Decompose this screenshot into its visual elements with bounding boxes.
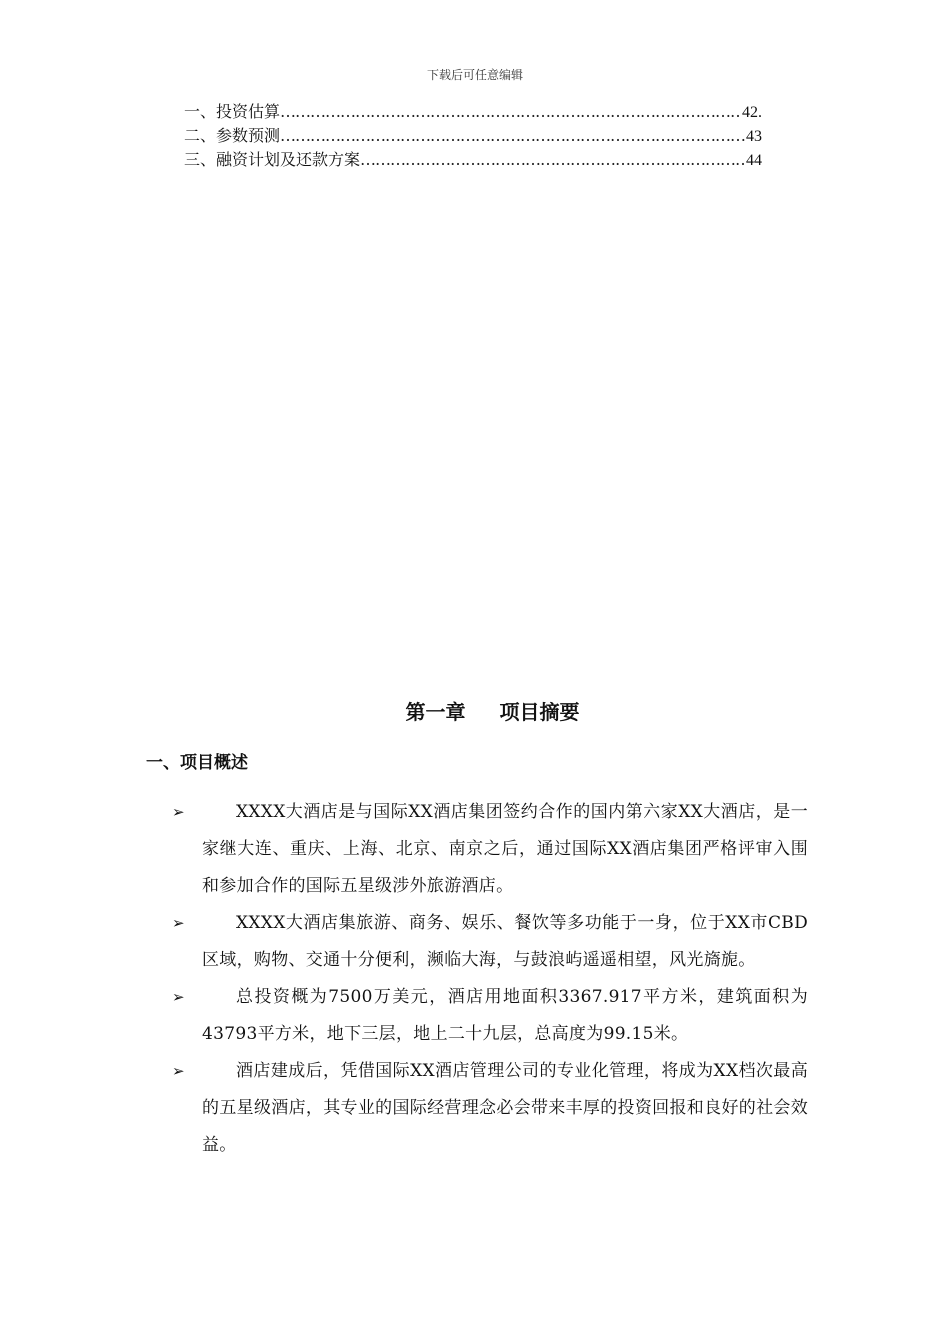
toc-entry-page: 44 — [746, 152, 762, 169]
list-item-text: 总投资概为7500万美元，酒店用地面积3367.917平方米，建筑面积为43793平方米，地下三层，地上二十九层，总高度为99.15米。 — [202, 987, 808, 1044]
toc-entry-label: 二、参数预测 — [184, 126, 281, 145]
list-item — [172, 1053, 812, 1164]
chapter-heading: 项目摘要 — [499, 700, 580, 724]
chapter-number: 第一章 — [405, 700, 466, 724]
list-item-text: XXXX大酒店是与国际XX酒店集团签约合作的国内第六家XX大酒店，是一家继大连、重庆、上海、北京、南京之后，通过国际XX酒店集团严格评审入围和参加合作的国际五星级涉外旅游酒店。 — [202, 802, 808, 896]
arrow-bullet-icon: ➢ — [172, 914, 185, 932]
arrow-bullet-icon: ➢ — [172, 803, 185, 821]
list-item — [172, 794, 812, 905]
chapter-title — [0, 696, 950, 725]
table-of-contents — [184, 100, 762, 172]
toc-leader-dots — [280, 124, 746, 148]
toc-entry[interactable] — [184, 100, 762, 124]
toc-entry[interactable] — [184, 148, 762, 172]
toc-leader-dots — [360, 148, 746, 172]
arrow-bullet-icon: ➢ — [172, 988, 185, 1006]
list-item — [172, 979, 812, 1053]
toc-entry-page: 42. — [742, 104, 762, 121]
list-item-text: XXXX大酒店集旅游、商务、娱乐、餐饮等多功能于一身，位于XX市CBD区域，购物、交通十分便利，濒临大海，与鼓浪屿遥遥相望，风光旖旎。 — [202, 913, 808, 970]
bullet-list — [172, 794, 812, 1164]
toc-entry[interactable] — [184, 124, 762, 148]
toc-entry-label: 三、融资计划及还款方案 — [184, 150, 361, 169]
toc-entry-page: 43 — [746, 128, 762, 145]
toc-leader-dots — [280, 100, 742, 124]
list-item-text: 酒店建成后，凭借国际XX酒店管理公司的专业化管理，将成为XX档次最高的五星级酒店，其专业的国际经营理念必会带来丰厚的投资回报和良好的社会效益。 — [202, 1061, 808, 1155]
page-header: 下载后可任意编辑 — [426, 68, 523, 82]
arrow-bullet-icon: ➢ — [172, 1062, 185, 1080]
section-title: 一、项目概述 — [146, 753, 248, 773]
toc-entry-label: 一、投资估算 — [184, 102, 281, 121]
list-item — [172, 905, 812, 979]
